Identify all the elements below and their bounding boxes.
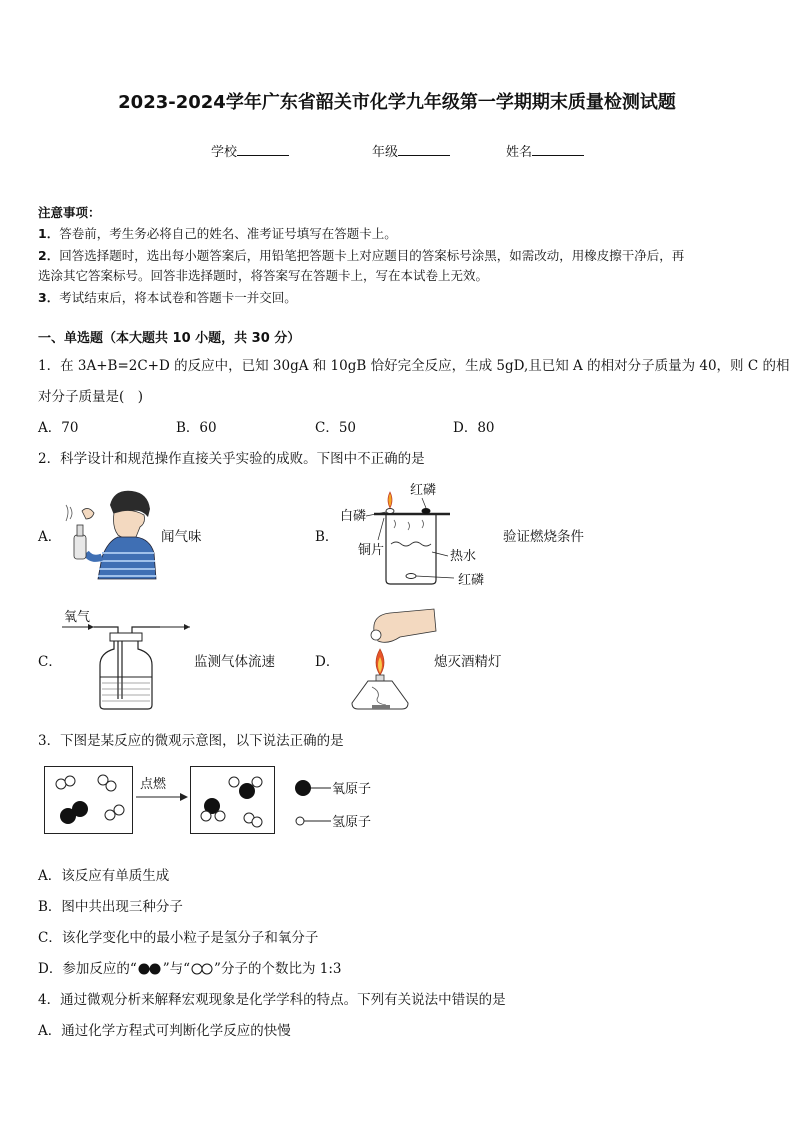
q1-option-b[interactable]: B．60 xyxy=(176,420,217,436)
note-1-text: 答卷前，考生务必将自己的姓名、准考证号填写在答题卡上。 xyxy=(59,226,397,241)
q2-option-c-text: 监测气体流速 xyxy=(194,654,275,670)
label-copper-sheet: 铜片 xyxy=(358,543,385,558)
q2-option-a-text: 闻气味 xyxy=(161,529,202,545)
q2-option-d-letter[interactable]: D． xyxy=(315,654,340,670)
school-blank xyxy=(237,143,289,156)
q4-stem: 4．通过微观分析来解释宏观现象是化学学科的特点。下列有关说法中错误的是 xyxy=(38,992,506,1008)
legend-oxygen-atom-icon xyxy=(295,780,311,796)
note-1 xyxy=(38,224,397,242)
q1-option-d[interactable]: D．80 xyxy=(453,420,495,436)
note-2-cont: 选涂其它答案标号。回答非选择题时，将答案写在答题卡上，写在本试卷上无效。 xyxy=(38,268,489,283)
label-oxygen: 氧气 xyxy=(64,610,91,625)
q1-stem: 1．在 3A+B=2C+D 的反应中，已知 30gA 和 10gB 恰好完全反应，生成 5gD,且已知 A 的相对分子质量为 40，则 C 的相 xyxy=(38,358,790,374)
q1-stem-cont: 对分子质量是( ) xyxy=(38,389,144,405)
section-heading: 一、单选题（本大题共 10 小题，共 30 分） xyxy=(38,331,301,346)
legend-hydrogen-label: 氢原子 xyxy=(332,815,372,830)
note-3 xyxy=(38,288,297,306)
alcohol-lamp-blowing-illustration xyxy=(338,605,438,715)
q2-option-c-letter[interactable]: C． xyxy=(38,654,62,670)
grade-field[interactable] xyxy=(372,141,450,160)
oxygen-molecule-icon xyxy=(137,963,163,975)
q3-option-d-post: ”分子的个数比为 1:3 xyxy=(214,961,342,977)
q4-option-a[interactable]: A．通过化学方程式可判断化学反应的快慢 xyxy=(38,1023,291,1039)
reaction-micro-diagram xyxy=(44,766,394,838)
school-label: 学校 xyxy=(211,145,238,160)
label-red-phosphorus-top: 红磷 xyxy=(410,483,437,498)
name-blank xyxy=(532,143,584,156)
q3-option-a[interactable]: A．该反应有单质生成 xyxy=(38,868,170,884)
q3-option-d-pre: D．参加反应的“ xyxy=(38,961,137,977)
note-3-text: 考试结束后，将本试卷和答题卡一并交回。 xyxy=(59,290,297,305)
gas-washing-bottle xyxy=(60,605,200,713)
label-white-phosphorus: 白磷 xyxy=(340,509,367,524)
combustion-apparatus xyxy=(336,478,506,588)
q2-option-b-letter[interactable]: B． xyxy=(315,529,339,545)
q1-option-a[interactable]: A．70 xyxy=(38,420,79,436)
grade-label: 年级 xyxy=(372,145,399,160)
label-hot-water: 热水 xyxy=(450,549,477,564)
q3-option-b[interactable]: B．图中共出现三种分子 xyxy=(38,899,183,915)
q2-option-d-text: 熄灭酒精灯 xyxy=(434,654,502,670)
label-red-phosphorus-bottom: 红磷 xyxy=(458,573,485,588)
grade-blank xyxy=(398,143,450,156)
legend-oxygen-label: 氧原子 xyxy=(332,782,372,797)
q2-stem: 2．科学设计和规范操作直接关乎实验的成败。下图中不正确的是 xyxy=(38,451,425,467)
page-title: 2023-2024学年广东省韶关市化学九年级第一学期期末质量检测试题 xyxy=(118,92,676,113)
q3-option-c[interactable]: C．该化学变化中的最小粒子是氢分子和氧分子 xyxy=(38,930,319,946)
name-field[interactable] xyxy=(506,141,584,160)
q2-option-b-text: 验证燃烧条件 xyxy=(503,529,584,545)
note-1-number: 1． xyxy=(38,226,60,241)
note-3-number: 3． xyxy=(38,290,60,305)
name-label: 姓名 xyxy=(506,145,533,160)
school-field[interactable] xyxy=(211,141,289,160)
note-2 xyxy=(38,246,684,264)
smelling-illustration xyxy=(62,483,162,583)
notes-heading: 注意事项： xyxy=(38,205,101,220)
q3-stem: 3．下图是某反应的微观示意图，以下说法正确的是 xyxy=(38,733,344,749)
hydrogen-molecule-icon xyxy=(190,963,214,975)
note-2-text: 回答选择题时，选出每小题答案后，用铅笔把答题卡上对应题目的答案标号涂黑，如需改动，用橡皮擦干净后，再 xyxy=(59,248,685,263)
legend-hydrogen-atom-icon xyxy=(296,817,304,825)
q3-option-d-mid: ”与“ xyxy=(162,961,191,977)
q1-option-c[interactable]: C．50 xyxy=(315,420,357,436)
q2-option-a-letter[interactable]: A． xyxy=(38,529,62,545)
note-2-number: 2． xyxy=(38,248,60,263)
arrow-label-ignite: 点燃 xyxy=(140,777,167,792)
q3-option-d[interactable] xyxy=(38,957,341,977)
